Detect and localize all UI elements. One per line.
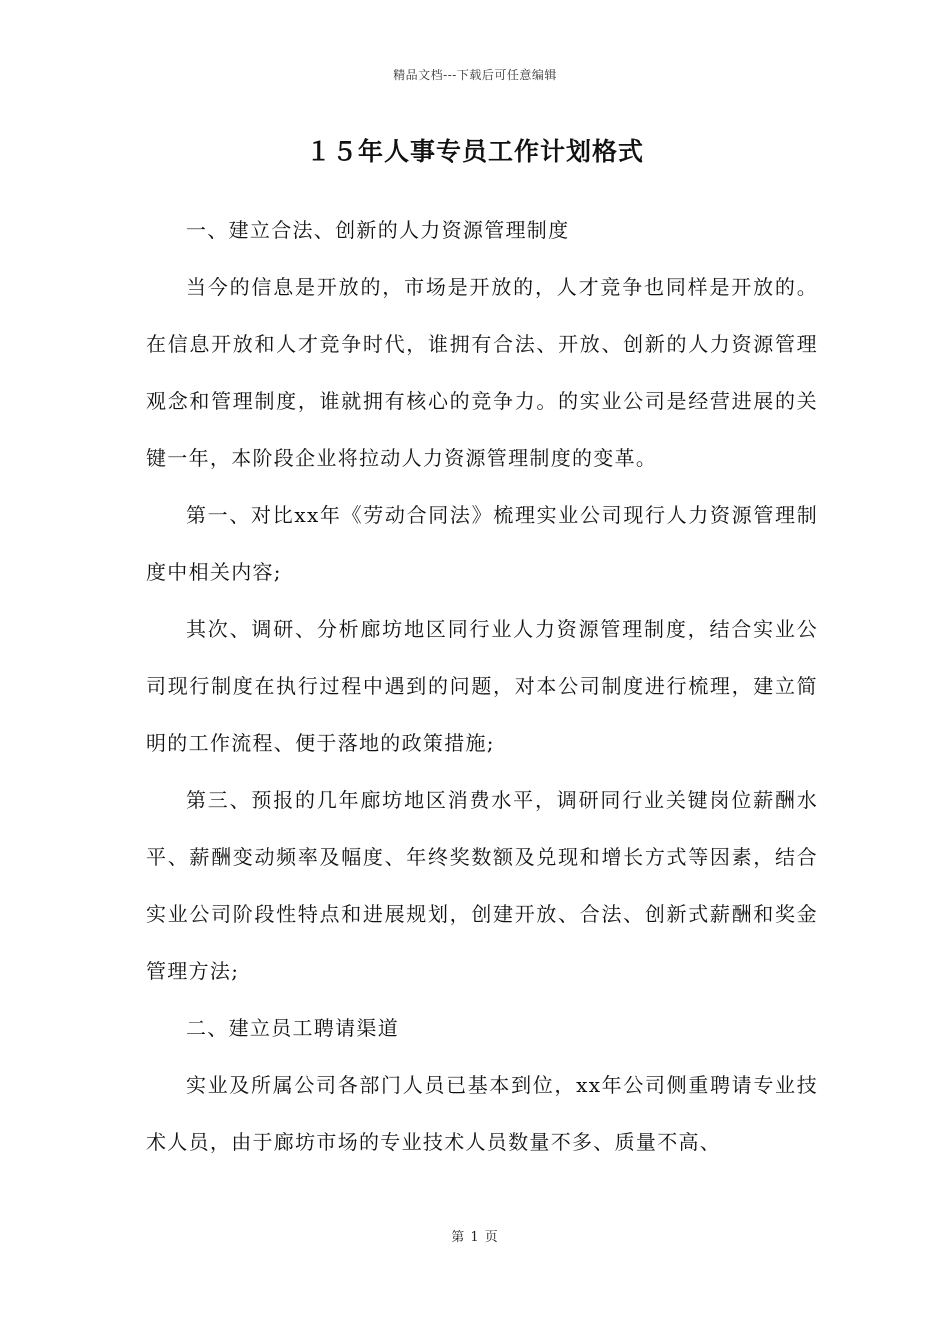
- page-header: 精品文档---下载后可任意编辑: [393, 68, 557, 82]
- section-heading-2: 二、建立员工聘请渠道: [186, 1016, 399, 1040]
- document-title: １５年人事专员工作计划格式: [305, 137, 644, 166]
- paragraph-second: 其次、调研、分析廊坊地区同行业人力资源管理制度，结合实业公司现行制度在执行过程中遇到的问题，对本公司制度进行梳理，建立简明的工作流程、便于落地的政策措施;: [146, 617, 818, 755]
- paragraph-recruitment: 实业及所属公司各部门人员已基本到位，xx年公司侧重聘请专业技术人员，由于廊坊市场的专业技术人员数量不多、质量不高、: [146, 1073, 818, 1154]
- paragraph-first: 第一、对比xx年《劳动合同法》梳理实业公司现行人力资源管理制度中相关内容;: [146, 503, 818, 584]
- document-body: [146, 202, 818, 1171]
- paragraph-intro: 当今的信息是开放的，市场是开放的，人才竞争也同样是开放的。在信息开放和人才竞争时代，谁拥有合法、开放、创新的人力资源管理观念和管理制度，谁就拥有核心的竞争力。的实业公司是经营进展的关键一年，本阶段企业将拉动人力资源管理制度的变革。: [146, 275, 818, 470]
- paragraph-third: 第三、预报的几年廊坊地区消费水平，调研同行业关键岗位薪酬水平、薪酬变动频率及幅度、年终奖数额及兑现和增长方式等因素，结合实业公司阶段性特点和进展规划，创建开放、合法、创新式薪酬和奖金管理方法;: [146, 788, 818, 983]
- section-heading-1: 一、建立合法、创新的人力资源管理制度: [186, 218, 570, 242]
- page-number: 第 1 页: [451, 1230, 499, 1245]
